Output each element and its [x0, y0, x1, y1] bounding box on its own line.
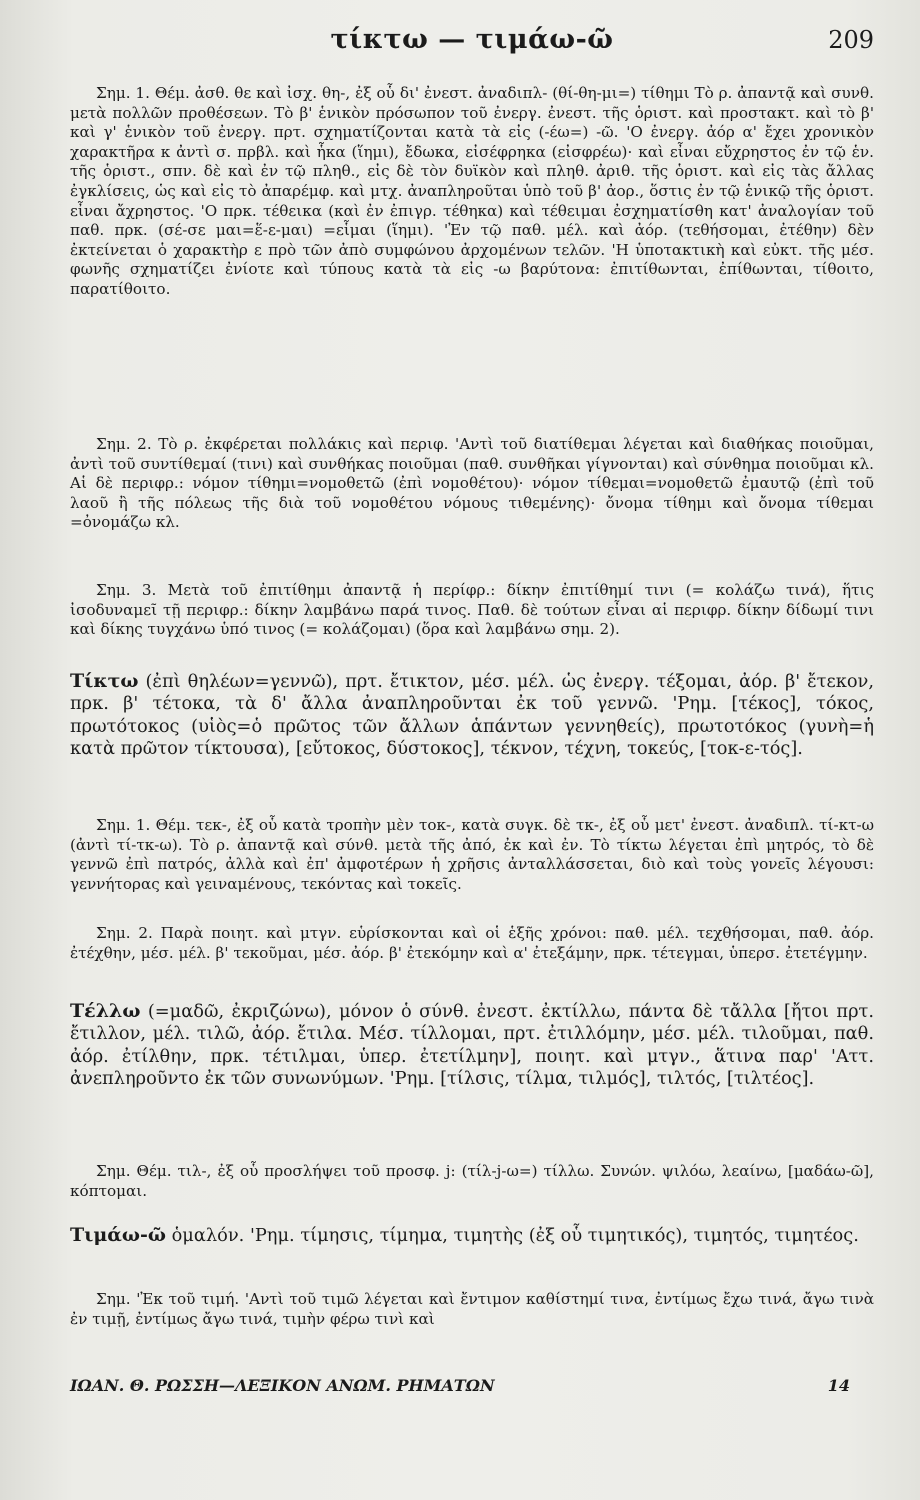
entry-timao — [70, 1224, 874, 1259]
entry-text: ὁμαλόν. 'Ρημ. τίμησις, τίμημα, τιμητὴς (ἐξ οὗ τιμητικός), τιμητός, τιμητέος. — [171, 1225, 859, 1246]
headword: Τιμάω-ῶ — [70, 1224, 166, 1246]
note-3-tithemi — [70, 581, 874, 652]
page-number: 209 — [828, 26, 874, 54]
note-2-tikto — [70, 924, 874, 975]
note-text: Σημ. 3. Μετὰ τοῦ ἐπιτίθημι ἀπαντᾷ ἡ περίφρ.: δίκην ἐπιτίθημί τινι (= κολάζω τινά), ἥτις ἰσοδυναμεῖ τῇ περιφρ.: δίκην λαμβάνω παρά τινος. Παθ. δὲ τούτων εἶναι αἱ περιφρ. δίκην δίδωμί τινι καὶ δίκης τυγχάνω ὑπό τινος (= κολάζομαι) (ὅρα καὶ λαμβάνω σημ. 2). — [70, 581, 874, 639]
note-text: Σημ. 2. Τὸ ρ. ἐκφέρεται πολλάκις καὶ περιφ. 'Αντὶ τοῦ διατίθεμαι λέγεται καὶ διαθήκας ποιοῦμαι, ἀντὶ τοῦ συντίθεμαί (τινι) καὶ συνθήκας ποιοῦμαι (παθ. συνθῆκαι γίγνονται) καὶ σύνθημα ποιοῦμαι κλ. Αἱ δὲ περιφρ.: νόμον τίθημι=νομοθετῶ (ἐπὶ νομοθέτου)· νόμον τίθεμαι=νομοθετῶ ἐμαυτῷ (ἐπὶ τοῦ λαοῦ ἢ τῆς πόλεως τῆς διὰ τοῦ νομοθέτου νόμους τιθεμένης)· ὄνομα τίθημι καὶ ὄνομα τίθεμαι =ὀνομάζω κλ. — [70, 435, 874, 532]
entry-tillo — [70, 1000, 874, 1103]
note-2-tithemi — [70, 435, 874, 545]
entry-text: (=μαδῶ, ἐκριζώνω), μόνον ὁ σύνθ. ἐνεστ. ἐκτίλλω, πάντα δὲ τἄλλα [ἤτοι πρτ. ἔτιλλον, μέλ. τιλῶ, ἀόρ. ἔτιλα. Μέσ. τίλλομαι, πρτ. ἐτιλλόμην, μέσ. μέλ. τιλοῦμαι, παθ. ἀόρ. ἐτίλθην, πρκ. τέτιλμαι, ὑπερ. ἐτετίλμην], ποιητ. καὶ μτγν., ἅτινα παρ' 'Αττ. ἀνεπληροῦντο ἐκ τῶν συνωνύμων. 'Ρημ. [τίλσις, τίλμα, τιλμός], τιλτός, [τιλτέος]. — [70, 1001, 875, 1090]
note-text: Σημ. 1. Θέμ. ἀσθ. θε καὶ ἰσχ. θη-, ἐξ οὗ δι' ἐνεστ. ἀναδιπλ- (θί-θη-μι=) τίθημι Τὸ ρ. ἀπαντᾷ καὶ συνθ. μετὰ πολλῶν προθέσεων. Τὸ β' ἑνικὸν πρόσωπον τοῦ ἐνεργ. ἐνεστ. τῆς ὁριστ. καὶ προστακτ. καὶ τὸ β' καὶ γ' ἑνικὸν τοῦ ἐνεργ. πρτ. σχηματίζονται κατὰ τὰ εἰς (-έω=) -ῶ. 'Ο ἐνεργ. ἀόρ α' ἔχει χρονικὸν χαρακτῆρα κ ἀντὶ σ. πρβλ. καὶ ἧκα (ἵημι), ἔδωκα, εἰσέφρηκα (εἰσφρέω)· καὶ εἶναι εὔχρηστος ἐν τῷ ἑν. τῆς ὁριστ., σπν. δὲ καὶ ἐν τῷ πληθ., εἰς δὲ τὸν δυϊκὸν καὶ πληθ. ἀριθ. τῆς ὁριστ. καὶ εἰς τὰς ἄλλας ἐγκλίσεις, ὡς καὶ εἰς τὸ ἀπαρέμφ. καὶ μτχ. ἀναπληροῦται ὑπὸ τοῦ β' ἀορ., ὅστις ἐν τῷ ἑνικῷ τῆς ὁριστ. εἶναι ἄχρηστος. 'Ο πρκ. τέθεικα (καὶ ἐν ἐπιγρ. τέθηκα) καὶ τέθειμαι ἐσχηματίσθη κατ' ἀναλογίαν τοῦ παθ. πρκ. (σέ-σε μαι=ἕ-ε-μαι) =εἷμαι (ἵημι). 'Ἐν τῷ παθ. μέλ. καὶ ἀόρ. (τεθήσομαι, ἐτέθην) δὲν ἐκτείνεται ὁ χαρακτὴρ ε πρὸ τῶν ἀπὸ συμφώνου ἀρχομένων τελῶν. 'Η ὑποτακτικὴ καὶ εὐκτ. τῆς μέσ. φωνῆς σχηματίζει ἐνίοτε καὶ τύπους κατὰ τὰ εἰς -ω βαρύτονα: ἐπιτίθωνται, ἐπίθωνται, τίθοιτο, παρατίθοιτο. — [70, 84, 874, 298]
entry-tikto — [70, 670, 874, 773]
note-1-tithemi — [70, 84, 874, 312]
entry-text: (ἐπὶ θηλέων=γεννῶ), πρτ. ἔτικτον, μέσ. μέλ. ὡς ἐνεργ. τέξομαι, ἀόρ. β' ἔτεκον, πρκ. β' τέτοκα, τὰ δ' ἄλλα ἀναπληροῦνται ἐκ τοῦ γεννῶ. 'Ρημ. [τέκος], τόκος, πρωτότοκος (υἱὸς=ὁ πρῶτος τῶν ἄλλων ἁπάντων γεννηθείς), πρωτοτόκος (γυνὴ=ἡ κατὰ πρῶτον τίκτουσα), [εὔτοκος, δύστοκος], τέκνον, τέχνη, τοκεύς, [τοκ-ε-τός]. — [70, 671, 874, 760]
note-text: Σημ. 'Ἐκ τοῦ τιμή. 'Αντὶ τοῦ τιμῶ λέγεται καὶ ἔντιμον καθίστημί τινα, ἐντίμως ἔχω τινά, ἄγω τινὰ ἐν τιμῇ, ἐντίμως ἄγω τινά, τιμὴν φέρω τινὶ καὶ — [70, 1290, 874, 1328]
note-text: Σημ. Θέμ. τιλ-, ἐξ οὗ προσλήψει τοῦ προσφ. j: (τίλ-j-ω=) τίλλω. Συνών. ψιλόω, λεαίνω, [μαδάω-ῶ], κόπτομαι. — [70, 1162, 874, 1200]
headword: Τίκτω — [70, 670, 139, 692]
note-text: Σημ. 1. Θέμ. τεκ-, ἐξ οὗ κατὰ τροπὴν μὲν τοκ-, κατὰ συγκ. δὲ τκ-, ἐξ οὗ μετ' ἐνεστ. ἀναδιπλ. τί-κτ-ω (ἀντὶ τί-τκ-ω). Τὸ ρ. ἀπαντᾷ καὶ σύνθ. μετὰ τῆς ἀπό, ἐκ καὶ ἐν. Τὸ τίκτω λέγεται ἐπὶ μητρός, τὸ δὲ γεννῶ ἐπὶ πατρός, ἀλλὰ καὶ ἐπ' ἀμφοτέρων ἡ χρῆσις ἀνταλλάσσεται, διὸ καὶ τοὺς γονεῖς λέγουσι: γεννήτορας καὶ γειναμένους, τεκόντας καὶ τοκεῖς. — [70, 816, 874, 893]
running-head: τίκτω — τιμάω-ῶ — [330, 24, 614, 55]
note-1-tikto — [70, 816, 874, 906]
headword: Τέλλω — [70, 1000, 141, 1022]
footer-signature-number: 14 — [827, 1376, 850, 1395]
page-header — [70, 14, 874, 66]
footer-title: ΙΩΑΝ. Θ. ΡΩΣΣΗ—ΛΕΞΙΚΟΝ ΑΝΩΜ. ΡΗΜΑΤΩΝ — [70, 1376, 495, 1395]
note-text: Σημ. 2. Παρὰ ποιητ. καὶ μτγν. εὑρίσκονται καὶ οἱ ἑξῆς χρόνοι: παθ. μέλ. τεχθήσομαι, παθ. ἀόρ. ἐτέχθην, μέσ. μέλ. β' τεκοῦμαι, μέσ. ἀόρ. β' ἐτεκόμην καὶ α' ἐτεξάμην, πρκ. τέτεγμαι, ὑπερσ. ἐτετέγμην. — [70, 924, 874, 962]
note-tillo — [70, 1162, 874, 1213]
note-timao — [70, 1290, 874, 1341]
